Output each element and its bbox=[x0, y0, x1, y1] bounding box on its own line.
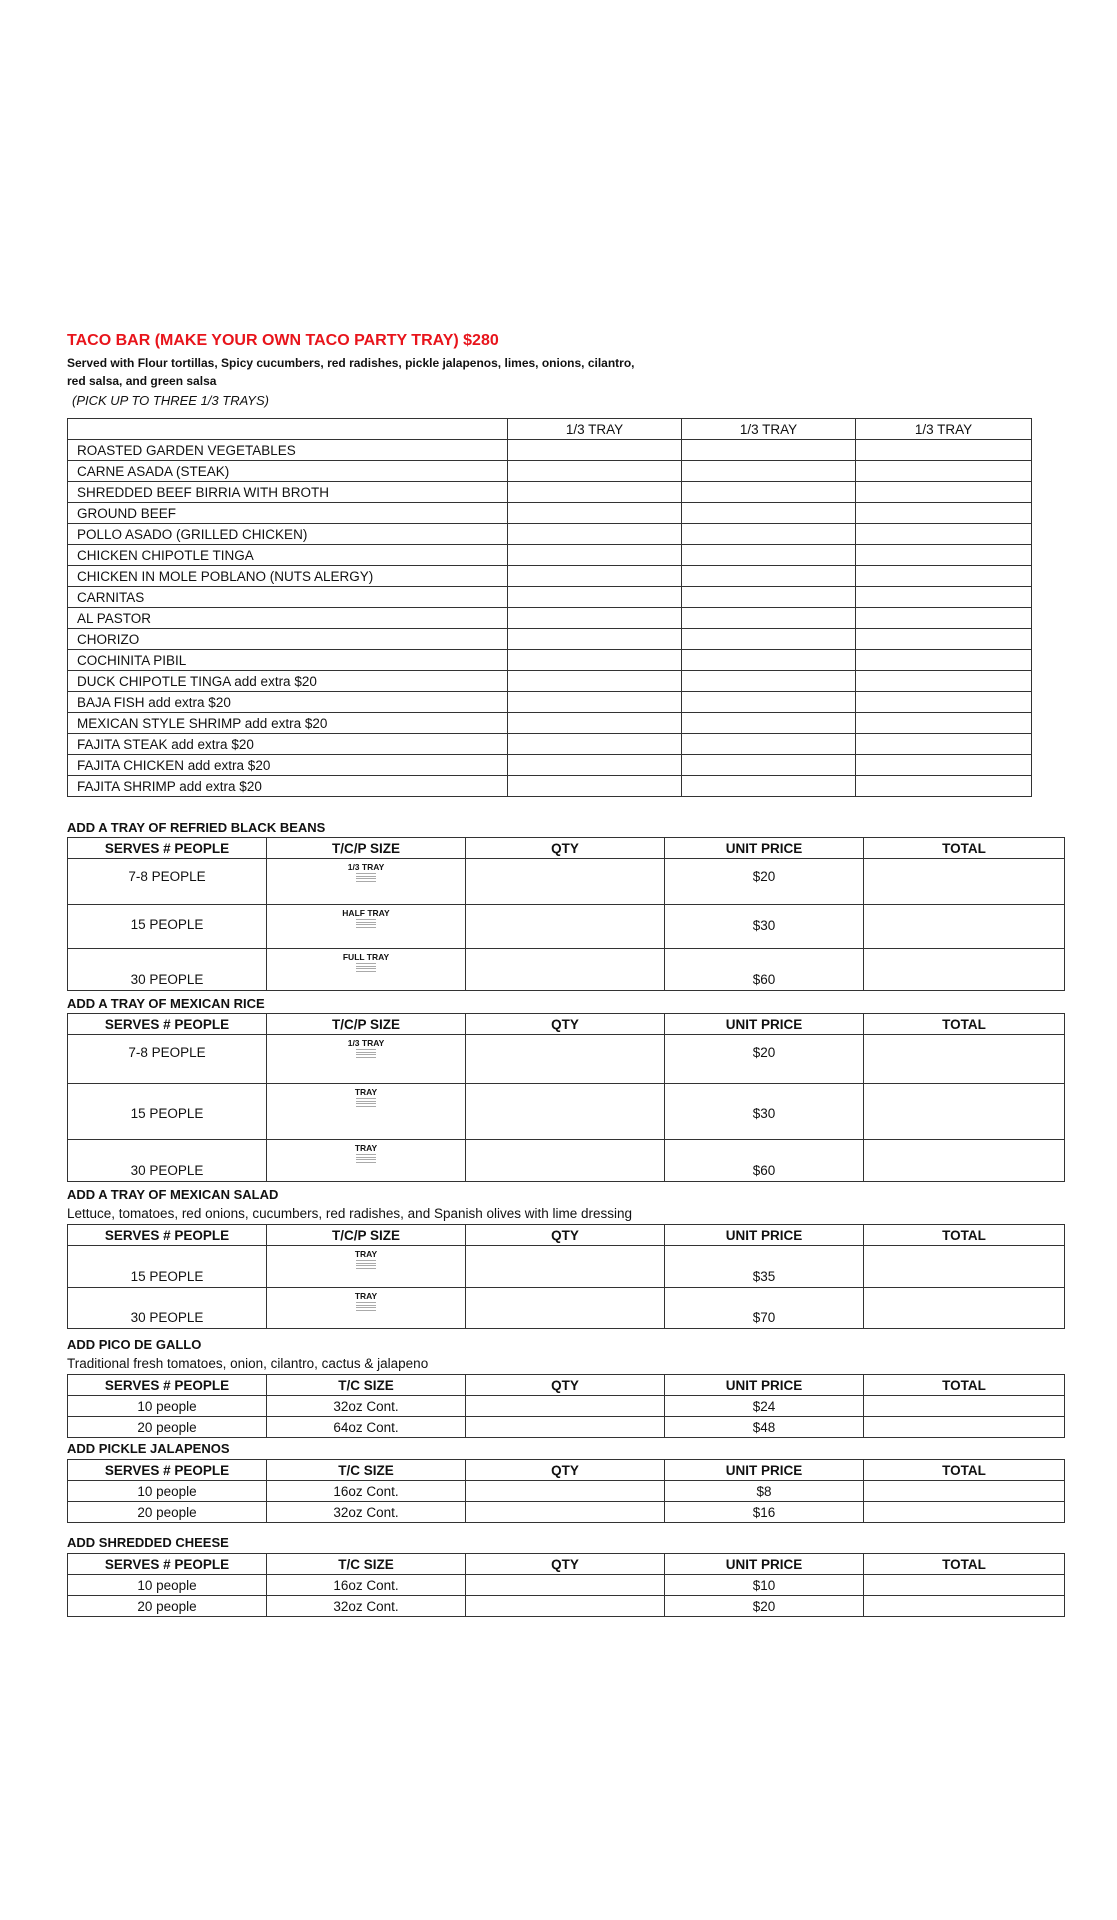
price-cell bbox=[665, 905, 864, 949]
pick-note: (PICK UP TO THREE 1/3 TRAYS) bbox=[72, 393, 269, 408]
col-total: TOTAL bbox=[864, 1375, 1065, 1396]
beans-header-row bbox=[68, 838, 1065, 859]
tray-2-cell[interactable] bbox=[682, 440, 856, 461]
col-total: TOTAL bbox=[864, 1225, 1065, 1246]
size-fine-print bbox=[356, 1307, 376, 1311]
tray-3-cell[interactable] bbox=[856, 503, 1032, 524]
price-value: $8 bbox=[665, 1481, 864, 1502]
tray-1-cell[interactable] bbox=[508, 587, 682, 608]
tray-2-cell[interactable] bbox=[682, 461, 856, 482]
salad-heading: ADD A TRAY OF MEXICAN SALAD bbox=[67, 1187, 279, 1202]
size-cell bbox=[267, 1246, 466, 1288]
size-text: TRAY bbox=[354, 1249, 378, 1259]
size-fine-print bbox=[356, 873, 376, 877]
total-cell[interactable] bbox=[864, 905, 1065, 949]
table-row bbox=[68, 1140, 1065, 1182]
total-cell[interactable] bbox=[864, 1035, 1065, 1084]
size-value bbox=[267, 909, 465, 928]
size-value: 16oz Cont. bbox=[267, 1575, 466, 1596]
size-value bbox=[267, 1039, 465, 1058]
col-qty: QTY bbox=[466, 1554, 665, 1575]
serves-value: 15 PEOPLE bbox=[130, 1269, 204, 1284]
size-fine-print bbox=[356, 1302, 376, 1306]
size-fine-print bbox=[356, 919, 376, 923]
col-unit-price: UNIT PRICE bbox=[665, 1460, 864, 1481]
cheese-table bbox=[67, 1553, 1065, 1617]
protein-option: POLLO ASADO (GRILLED CHICKEN) bbox=[68, 524, 508, 545]
serves-cell bbox=[68, 1035, 267, 1084]
table-row bbox=[68, 524, 1032, 545]
table-row bbox=[68, 713, 1032, 734]
size-fine-print bbox=[356, 963, 376, 967]
table-row bbox=[68, 587, 1032, 608]
qty-input[interactable] bbox=[466, 1288, 665, 1329]
size-fine-print bbox=[356, 1154, 376, 1158]
total-cell[interactable] bbox=[864, 1084, 1065, 1140]
taco-header-blank bbox=[68, 419, 508, 440]
price-cell bbox=[665, 1140, 864, 1182]
tray-3-cell[interactable] bbox=[856, 524, 1032, 545]
serves-value: 7-8 PEOPLE bbox=[128, 1045, 206, 1060]
table-row bbox=[68, 1481, 1065, 1502]
size-cell bbox=[267, 905, 466, 949]
tray-3-cell[interactable] bbox=[856, 461, 1032, 482]
serves-value: 20 people bbox=[68, 1502, 267, 1523]
serves-value: 30 PEOPLE bbox=[130, 972, 204, 987]
serves-value: 10 people bbox=[68, 1481, 267, 1502]
qty-input[interactable] bbox=[466, 1502, 665, 1523]
tray-1-cell[interactable] bbox=[508, 461, 682, 482]
size-value bbox=[267, 1292, 465, 1311]
protein-option: FAJITA CHICKEN add extra $20 bbox=[68, 755, 508, 776]
size-cell bbox=[267, 1140, 466, 1182]
serves-value: 10 people bbox=[68, 1575, 267, 1596]
tray-3-cell[interactable] bbox=[856, 440, 1032, 461]
tray-3-cell[interactable] bbox=[856, 545, 1032, 566]
total-cell[interactable] bbox=[864, 949, 1065, 991]
salad-header-row bbox=[68, 1225, 1065, 1246]
tray-1-cell[interactable] bbox=[508, 755, 682, 776]
protein-option: FAJITA STEAK add extra $20 bbox=[68, 734, 508, 755]
tray-3-cell[interactable] bbox=[856, 608, 1032, 629]
col-qty: QTY bbox=[466, 1225, 665, 1246]
price-value: $60 bbox=[752, 972, 776, 987]
tray-1-cell[interactable] bbox=[508, 566, 682, 587]
serves-cell bbox=[68, 905, 267, 949]
price-cell bbox=[665, 1084, 864, 1140]
size-value: 32oz Cont. bbox=[267, 1396, 466, 1417]
serves-cell bbox=[68, 949, 267, 991]
protein-option: AL PASTOR bbox=[68, 608, 508, 629]
tray-3-cell[interactable] bbox=[856, 650, 1032, 671]
size-value: 16oz Cont. bbox=[267, 1481, 466, 1502]
size-value bbox=[267, 1250, 465, 1269]
tray-2-cell[interactable] bbox=[682, 545, 856, 566]
tray-1-cell[interactable] bbox=[508, 440, 682, 461]
total-cell[interactable] bbox=[864, 1396, 1065, 1417]
size-cell bbox=[267, 1035, 466, 1084]
protein-option: MEXICAN STYLE SHRIMP add extra $20 bbox=[68, 713, 508, 734]
size-cell bbox=[267, 949, 466, 991]
col-size: T/C/P SIZE bbox=[267, 1014, 466, 1035]
table-row bbox=[68, 776, 1032, 797]
rice-table bbox=[67, 1013, 1065, 1182]
size-fine-print bbox=[356, 1260, 376, 1264]
total-cell[interactable] bbox=[864, 1246, 1065, 1288]
table-row bbox=[68, 859, 1065, 905]
table-row bbox=[68, 566, 1032, 587]
qty-input[interactable] bbox=[466, 1035, 665, 1084]
size-cell bbox=[267, 1288, 466, 1329]
tray-2-cell[interactable] bbox=[682, 734, 856, 755]
tray-1-cell[interactable] bbox=[508, 734, 682, 755]
table-row bbox=[68, 1035, 1065, 1084]
col-unit-price: UNIT PRICE bbox=[665, 1554, 864, 1575]
size-cell bbox=[267, 859, 466, 905]
table-row bbox=[68, 1084, 1065, 1140]
tray-3-cell[interactable] bbox=[856, 713, 1032, 734]
serves-cell bbox=[68, 1288, 267, 1329]
protein-option: CARNITAS bbox=[68, 587, 508, 608]
size-fine-print bbox=[356, 1049, 376, 1053]
total-cell[interactable] bbox=[864, 1502, 1065, 1523]
protein-option: BAJA FISH add extra $20 bbox=[68, 692, 508, 713]
tray-3-cell[interactable] bbox=[856, 482, 1032, 503]
col-qty: QTY bbox=[466, 838, 665, 859]
tray-3-cell[interactable] bbox=[856, 755, 1032, 776]
tray-2-cell[interactable] bbox=[682, 608, 856, 629]
taco-table-header bbox=[68, 419, 1032, 440]
table-row bbox=[68, 440, 1032, 461]
size-text: TRAY bbox=[354, 1143, 378, 1153]
taco-bar-title: TACO BAR (MAKE YOUR OWN TACO PARTY TRAY) $280 bbox=[67, 332, 499, 349]
total-cell[interactable] bbox=[864, 1596, 1065, 1617]
col-unit-price: UNIT PRICE bbox=[665, 1375, 864, 1396]
serves-value: 30 PEOPLE bbox=[130, 1310, 204, 1325]
size-value bbox=[267, 953, 465, 972]
tray-3-cell[interactable] bbox=[856, 671, 1032, 692]
size-value: 64oz Cont. bbox=[267, 1417, 466, 1438]
protein-option: ROASTED GARDEN VEGETABLES bbox=[68, 440, 508, 461]
col-size: T/C/P SIZE bbox=[267, 838, 466, 859]
price-cell bbox=[665, 949, 864, 991]
qty-input[interactable] bbox=[466, 949, 665, 991]
tray-1-cell[interactable] bbox=[508, 545, 682, 566]
col-qty: QTY bbox=[466, 1014, 665, 1035]
total-cell[interactable] bbox=[864, 1417, 1065, 1438]
tray-2-cell[interactable] bbox=[682, 713, 856, 734]
tray-1-cell[interactable] bbox=[508, 503, 682, 524]
tray-3-cell[interactable] bbox=[856, 629, 1032, 650]
tray-1-cell[interactable] bbox=[508, 482, 682, 503]
protein-option: SHREDDED BEEF BIRRIA WITH BROTH bbox=[68, 482, 508, 503]
qty-input[interactable] bbox=[466, 1396, 665, 1417]
serves-value: 7-8 PEOPLE bbox=[128, 869, 206, 884]
table-row bbox=[68, 545, 1032, 566]
tray-3-cell[interactable] bbox=[856, 566, 1032, 587]
price-value: $70 bbox=[752, 1310, 776, 1325]
table-row bbox=[68, 482, 1032, 503]
price-value: $20 bbox=[752, 869, 776, 884]
serves-value: 15 PEOPLE bbox=[130, 917, 204, 932]
protein-option: DUCK CHIPOTLE TINGA add extra $20 bbox=[68, 671, 508, 692]
tray-2-cell[interactable] bbox=[682, 692, 856, 713]
protein-option: CHICKEN IN MOLE POBLANO (NUTS ALERGY) bbox=[68, 566, 508, 587]
table-row bbox=[68, 671, 1032, 692]
price-value: $48 bbox=[665, 1417, 864, 1438]
serves-cell bbox=[68, 1246, 267, 1288]
served-with-line-2: red salsa, and green salsa bbox=[67, 374, 217, 388]
table-row bbox=[68, 692, 1032, 713]
total-cell[interactable] bbox=[864, 1481, 1065, 1502]
col-qty: QTY bbox=[466, 1375, 665, 1396]
col-size: T/C/P SIZE bbox=[267, 1225, 466, 1246]
col-size: T/C SIZE bbox=[267, 1554, 466, 1575]
taco-header-tray-1: 1/3 TRAY bbox=[508, 419, 682, 440]
serves-value: 20 people bbox=[68, 1417, 267, 1438]
cheese-heading: ADD SHREDDED CHEESE bbox=[67, 1535, 229, 1550]
served-with-line-1: Served with Flour tortillas, Spicy cucumbers, red radishes, pickle jalapenos, limes, onions, cilantro, bbox=[67, 356, 635, 370]
tray-2-cell[interactable] bbox=[682, 503, 856, 524]
price-value: $60 bbox=[752, 1163, 776, 1178]
size-fine-print bbox=[356, 1098, 376, 1102]
size-value bbox=[267, 1144, 465, 1163]
col-total: TOTAL bbox=[864, 1554, 1065, 1575]
tray-2-cell[interactable] bbox=[682, 629, 856, 650]
size-text: HALF TRAY bbox=[342, 908, 390, 918]
price-value: $10 bbox=[665, 1575, 864, 1596]
price-value: $16 bbox=[665, 1502, 864, 1523]
col-serves: SERVES # PEOPLE bbox=[68, 1554, 267, 1575]
tray-2-cell[interactable] bbox=[682, 482, 856, 503]
qty-input[interactable] bbox=[466, 1246, 665, 1288]
price-value: $30 bbox=[752, 918, 776, 933]
table-row bbox=[68, 629, 1032, 650]
tray-1-cell[interactable] bbox=[508, 524, 682, 545]
serves-cell bbox=[68, 1140, 267, 1182]
size-fine-print bbox=[356, 878, 376, 882]
pico-header-row bbox=[68, 1375, 1065, 1396]
qty-input[interactable] bbox=[466, 1481, 665, 1502]
size-text: 1/3 TRAY bbox=[347, 1038, 385, 1048]
qty-input[interactable] bbox=[466, 905, 665, 949]
table-row bbox=[68, 1417, 1065, 1438]
serves-value: 15 PEOPLE bbox=[130, 1106, 204, 1121]
col-serves: SERVES # PEOPLE bbox=[68, 1225, 267, 1246]
beans-heading: ADD A TRAY OF REFRIED BLACK BEANS bbox=[67, 820, 326, 835]
size-fine-print bbox=[356, 1159, 376, 1163]
tray-3-cell[interactable] bbox=[856, 776, 1032, 797]
serves-value: 10 people bbox=[68, 1396, 267, 1417]
tray-1-cell[interactable] bbox=[508, 608, 682, 629]
size-value bbox=[267, 863, 465, 882]
serves-cell bbox=[68, 1084, 267, 1140]
tray-2-cell[interactable] bbox=[682, 566, 856, 587]
price-value: $30 bbox=[752, 1106, 776, 1121]
table-row bbox=[68, 1288, 1065, 1329]
tray-2-cell[interactable] bbox=[682, 776, 856, 797]
table-row bbox=[68, 755, 1032, 776]
table-row bbox=[68, 1596, 1065, 1617]
taco-selection-table bbox=[67, 418, 1032, 797]
tray-2-cell[interactable] bbox=[682, 650, 856, 671]
tray-3-cell[interactable] bbox=[856, 692, 1032, 713]
jalapenos-header-row bbox=[68, 1460, 1065, 1481]
protein-option: CHICKEN CHIPOTLE TINGA bbox=[68, 545, 508, 566]
protein-option: GROUND BEEF bbox=[68, 503, 508, 524]
qty-input[interactable] bbox=[466, 859, 665, 905]
size-value: 32oz Cont. bbox=[267, 1596, 466, 1617]
table-row bbox=[68, 905, 1065, 949]
table-row bbox=[68, 650, 1032, 671]
taco-header-tray-2: 1/3 TRAY bbox=[682, 419, 856, 440]
tray-2-cell[interactable] bbox=[682, 671, 856, 692]
pico-table bbox=[67, 1374, 1065, 1438]
qty-input[interactable] bbox=[466, 1575, 665, 1596]
taco-header-tray-3: 1/3 TRAY bbox=[856, 419, 1032, 440]
col-total: TOTAL bbox=[864, 1460, 1065, 1481]
jalapenos-table bbox=[67, 1459, 1065, 1523]
price-cell bbox=[665, 1288, 864, 1329]
total-cell[interactable] bbox=[864, 1288, 1065, 1329]
size-text: TRAY bbox=[354, 1291, 378, 1301]
tray-1-cell[interactable] bbox=[508, 671, 682, 692]
total-cell[interactable] bbox=[864, 1575, 1065, 1596]
size-fine-print bbox=[356, 968, 376, 972]
size-fine-print bbox=[356, 1103, 376, 1107]
tray-1-cell[interactable] bbox=[508, 629, 682, 650]
tray-1-cell[interactable] bbox=[508, 650, 682, 671]
tray-3-cell[interactable] bbox=[856, 734, 1032, 755]
table-row bbox=[68, 949, 1065, 991]
col-total: TOTAL bbox=[864, 1014, 1065, 1035]
size-value: 32oz Cont. bbox=[267, 1502, 466, 1523]
salad-description: Lettuce, tomatoes, red onions, cucumbers, red radishes, and Spanish olives with lime dressing bbox=[67, 1206, 633, 1221]
size-value bbox=[267, 1088, 465, 1107]
col-size: T/C SIZE bbox=[267, 1375, 466, 1396]
serves-value: 20 people bbox=[68, 1596, 267, 1617]
col-serves: SERVES # PEOPLE bbox=[68, 1014, 267, 1035]
size-fine-print bbox=[356, 924, 376, 928]
qty-input[interactable] bbox=[466, 1417, 665, 1438]
price-value: $20 bbox=[665, 1596, 864, 1617]
col-size: T/C SIZE bbox=[267, 1460, 466, 1481]
beans-table bbox=[67, 837, 1065, 991]
table-row bbox=[68, 461, 1032, 482]
tray-1-cell[interactable] bbox=[508, 776, 682, 797]
serves-cell bbox=[68, 859, 267, 905]
col-unit-price: UNIT PRICE bbox=[665, 1225, 864, 1246]
col-qty: QTY bbox=[466, 1460, 665, 1481]
total-cell[interactable] bbox=[864, 1140, 1065, 1182]
table-row bbox=[68, 734, 1032, 755]
table-row bbox=[68, 1502, 1065, 1523]
qty-input[interactable] bbox=[466, 1596, 665, 1617]
size-fine-print bbox=[356, 1265, 376, 1269]
price-cell bbox=[665, 1035, 864, 1084]
tray-2-cell[interactable] bbox=[682, 524, 856, 545]
rice-header-row bbox=[68, 1014, 1065, 1035]
size-text: FULL TRAY bbox=[342, 952, 390, 962]
col-unit-price: UNIT PRICE bbox=[665, 1014, 864, 1035]
size-cell bbox=[267, 1084, 466, 1140]
salad-table bbox=[67, 1224, 1065, 1329]
protein-option: CARNE ASADA (STEAK) bbox=[68, 461, 508, 482]
table-row bbox=[68, 1246, 1065, 1288]
col-serves: SERVES # PEOPLE bbox=[68, 838, 267, 859]
col-serves: SERVES # PEOPLE bbox=[68, 1460, 267, 1481]
price-cell bbox=[665, 1246, 864, 1288]
protein-option: CHORIZO bbox=[68, 629, 508, 650]
col-total: TOTAL bbox=[864, 838, 1065, 859]
protein-option: COCHINITA PIBIL bbox=[68, 650, 508, 671]
tray-1-cell[interactable] bbox=[508, 713, 682, 734]
protein-option: FAJITA SHRIMP add extra $20 bbox=[68, 776, 508, 797]
table-row bbox=[68, 1575, 1065, 1596]
price-value: $35 bbox=[752, 1269, 776, 1284]
qty-input[interactable] bbox=[466, 1140, 665, 1182]
size-fine-print bbox=[356, 1054, 376, 1058]
size-text: 1/3 TRAY bbox=[347, 862, 385, 872]
table-row bbox=[68, 1396, 1065, 1417]
size-text: TRAY bbox=[354, 1087, 378, 1097]
tray-2-cell[interactable] bbox=[682, 755, 856, 776]
table-row bbox=[68, 608, 1032, 629]
tray-2-cell[interactable] bbox=[682, 587, 856, 608]
qty-input[interactable] bbox=[466, 1084, 665, 1140]
pico-description: Traditional fresh tomatoes, onion, cilantro, cactus & jalapeno bbox=[67, 1356, 429, 1371]
col-unit-price: UNIT PRICE bbox=[665, 838, 864, 859]
price-cell bbox=[665, 859, 864, 905]
tray-1-cell[interactable] bbox=[508, 692, 682, 713]
rice-heading: ADD A TRAY OF MEXICAN RICE bbox=[67, 996, 265, 1011]
total-cell[interactable] bbox=[864, 859, 1065, 905]
price-value: $24 bbox=[665, 1396, 864, 1417]
pico-heading: ADD PICO DE GALLO bbox=[67, 1337, 202, 1352]
price-value: $20 bbox=[752, 1045, 776, 1060]
jalapenos-heading: ADD PICKLE JALAPENOS bbox=[67, 1441, 230, 1456]
table-row bbox=[68, 503, 1032, 524]
tray-3-cell[interactable] bbox=[856, 587, 1032, 608]
cheese-header-row bbox=[68, 1554, 1065, 1575]
serves-value: 30 PEOPLE bbox=[130, 1163, 204, 1178]
col-serves: SERVES # PEOPLE bbox=[68, 1375, 267, 1396]
